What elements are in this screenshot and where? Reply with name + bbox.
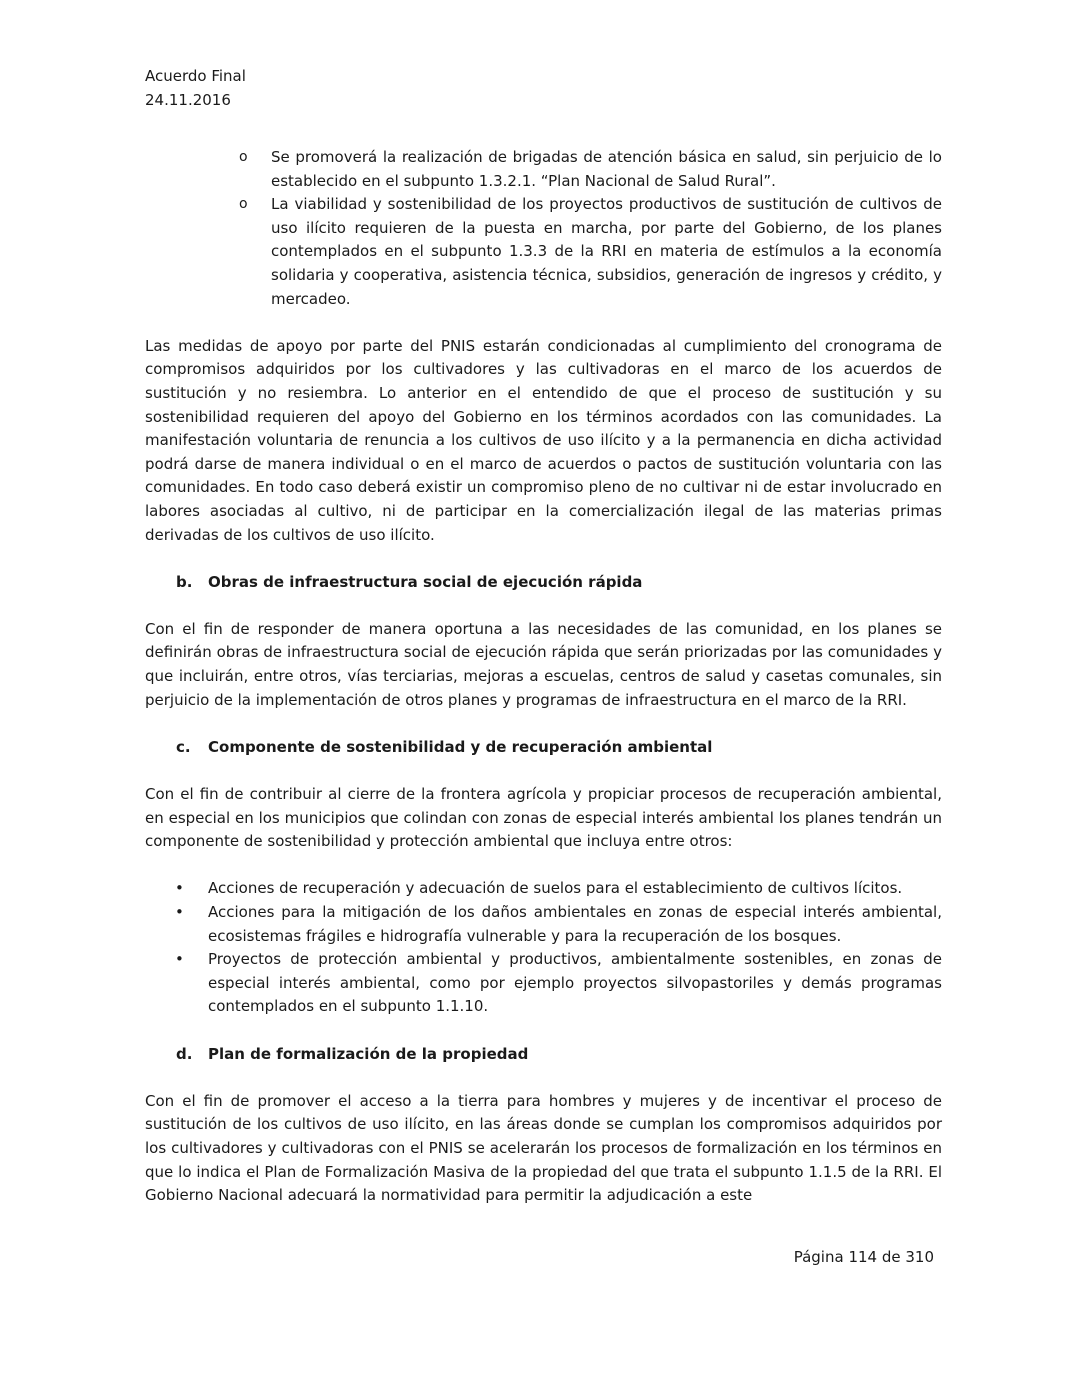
section-letter: d. bbox=[176, 1044, 193, 1063]
document-body bbox=[145, 146, 942, 1208]
sub-bullet-text: La viabilidad y sostenibilidad de los proyectos productivos de sustitución de cultivos de uso ilícito requieren de la puesta en marcha, por parte del Gobierno, de los planes contemplados en el subpunto 1.3.3 de la RRI en materia de estímulos a la economía solidaria y cooperativa, asistencia técnica, subsidios, generación de ingresos y crédito, y mercadeo. bbox=[271, 195, 942, 308]
section-heading-c bbox=[145, 736, 942, 760]
bullet-text: Acciones para la mitigación de los daños ambientales en zonas de especial interés ambiental, ecosistemas frágiles e hidrografía vulnerable y para la recuperación de los bosques. bbox=[208, 903, 942, 945]
section-heading-b bbox=[145, 571, 942, 595]
bullet-list bbox=[145, 877, 942, 1019]
section-c-body: Con el fin de contribuir al cierre de la frontera agrícola y propiciar procesos de recuperación ambiental, en especial en los municipios que colindan con zonas de especial interés ambiental los planes tendrán un componente de sostenibilidad y protección ambiental que incluya entre otros: bbox=[145, 785, 942, 851]
bullet-item bbox=[175, 901, 942, 948]
page-number: Página 114 de 310 bbox=[793, 1248, 934, 1266]
section-letter: c. bbox=[176, 737, 191, 756]
hollow-bullet-icon: o bbox=[239, 149, 248, 165]
sub-bullet-item bbox=[239, 146, 942, 193]
bullet-item bbox=[175, 948, 942, 1019]
document-header bbox=[145, 64, 246, 112]
document-title: Acuerdo Final bbox=[145, 67, 246, 85]
section-d-body: Con el fin de promover el acceso a la tierra para hombres y mujeres y de incentivar el proceso de sustitución de los cultivos de uso ilícito, en las áreas donde se cumplan los compromisos adquiridos por los cultivadores y cultivadoras con el PNIS se acelerarán los procesos de formalización en los términos en que lo indica el Plan de Formalización Masiva de la propiedad del que trata el subpunto 1.1.5 de la RRI. El Gobierno Nacional adecuará la normatividad para permitir la adjudicación a este bbox=[145, 1091, 942, 1205]
section-title: Plan de formalización de la propiedad bbox=[208, 1044, 529, 1063]
section-letter: b. bbox=[176, 572, 193, 591]
hollow-bullet-icon: o bbox=[239, 196, 248, 213]
section-title: Componente de sostenibilidad y de recuperación ambiental bbox=[208, 737, 713, 756]
paragraph-pnis-support: Las medidas de apoyo por parte del PNIS estarán condicionadas al cumplimiento del cronograma de compromisos adquiridos por los cultivadores y las cultivadoras en el marco de los acuerdos de sustitución y no resiembra. Lo anterior en el entendido de que el proceso de sustitución y su sostenibilidad requieren del apoyo del Gobierno en los términos acordados con las comunidades. La manifestación voluntaria de renuncia a los cultivos de uso ilícito y a la permanencia en dicha actividad podrá darse de manera individual o en el marco de acuerdos o pactos de sustitución voluntaria con las comunidades. En todo caso deberá existir un compromiso pleno de no cultivar ni de estar involucrado en labores asociadas al cultivo, ni de participar en la comercialización ilegal de las materias primas derivadas de los cultivos de uso ilícito. bbox=[145, 336, 942, 544]
bullet-text: Proyectos de protección ambiental y productivos, ambientalmente sostenibles, en zonas de especial interés ambiental, como por ejemplo proyectos silvopastoriles y demás programas contemplados en el subpunto 1.1.10. bbox=[208, 950, 942, 1016]
bullet-item bbox=[175, 877, 942, 901]
sub-bullet-text: Se promoverá la realización de brigadas de atención básica en salud, sin perjuicio de lo establecido en el subpunto 1.3.2.1. “Plan Nacional de Salud Rural”. bbox=[271, 148, 942, 190]
bullet-icon: • bbox=[175, 903, 184, 921]
bullet-text: Acciones de recuperación y adecuación de suelos para el establecimiento de cultivos lícitos. bbox=[208, 879, 903, 898]
sub-bullet-list bbox=[145, 146, 942, 311]
section-b-body: Con el fin de responder de manera oportuna a las necesidades de las comunidad, en los planes se definirán obras de infraestructura social de ejecución rápida que serán priorizadas por las comunidades y que incluirán, entre otros, vías terciarias, mejoras a escuelas, centros de salud y casetas comunales, sin perjuicio de la implementación de otros planes y programas de infraestructura en el marco de la RRI. bbox=[145, 619, 942, 709]
sub-bullet-item bbox=[239, 193, 942, 311]
document-date: 24.11.2016 bbox=[145, 91, 231, 109]
section-heading-d bbox=[145, 1043, 942, 1067]
section-title: Obras de infraestructura social de ejecución rápida bbox=[208, 572, 643, 591]
bullet-icon: • bbox=[175, 950, 184, 969]
bullet-icon: • bbox=[175, 879, 184, 898]
